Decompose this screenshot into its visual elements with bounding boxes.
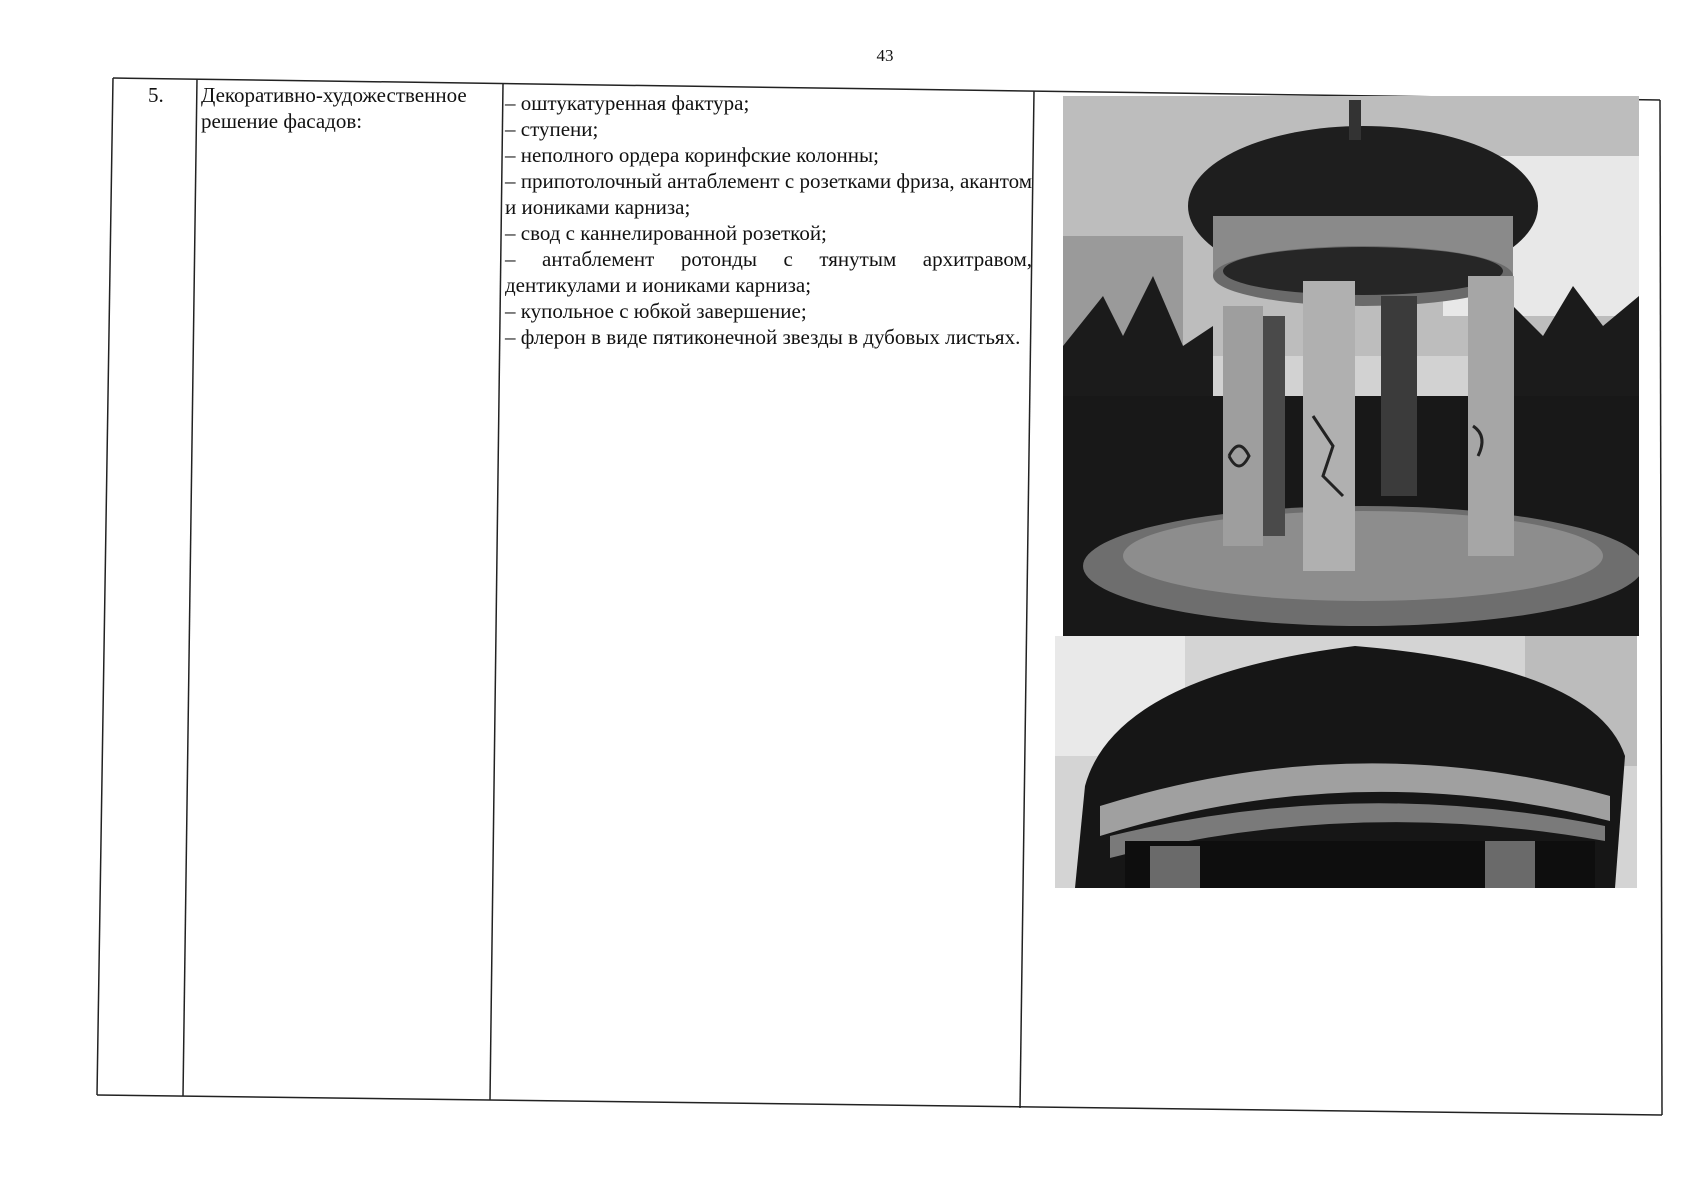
feature-list: [505, 90, 1032, 350]
list-item: – припотолочный антаблемент с розетками фриза, акантом и иониками карниза;: [505, 169, 1032, 219]
list-item: – оштукатуренная фактура;: [505, 91, 750, 115]
row-number: 5.: [148, 83, 164, 107]
rotunda-photo: [1063, 96, 1639, 636]
list-item: – ступени;: [505, 117, 599, 141]
list-item: – купольное с юбкой завершение;: [505, 299, 807, 323]
list-item: – неполного ордера коринфские колонны;: [505, 143, 879, 167]
list-item: – антаблемент ротонды с тянутым архитравом, дентикулами и иониками карниза;: [505, 247, 1032, 297]
list-item: – флерон в виде пятиконечной звезды в дубовых листьях.: [505, 325, 1021, 349]
page-number: 43: [876, 46, 894, 65]
row-title: Декоративно-художественное решение фасадов:: [201, 83, 467, 133]
entablature-detail-photo: [1055, 636, 1637, 888]
list-item: – свод с каннелированной розеткой;: [505, 221, 827, 245]
